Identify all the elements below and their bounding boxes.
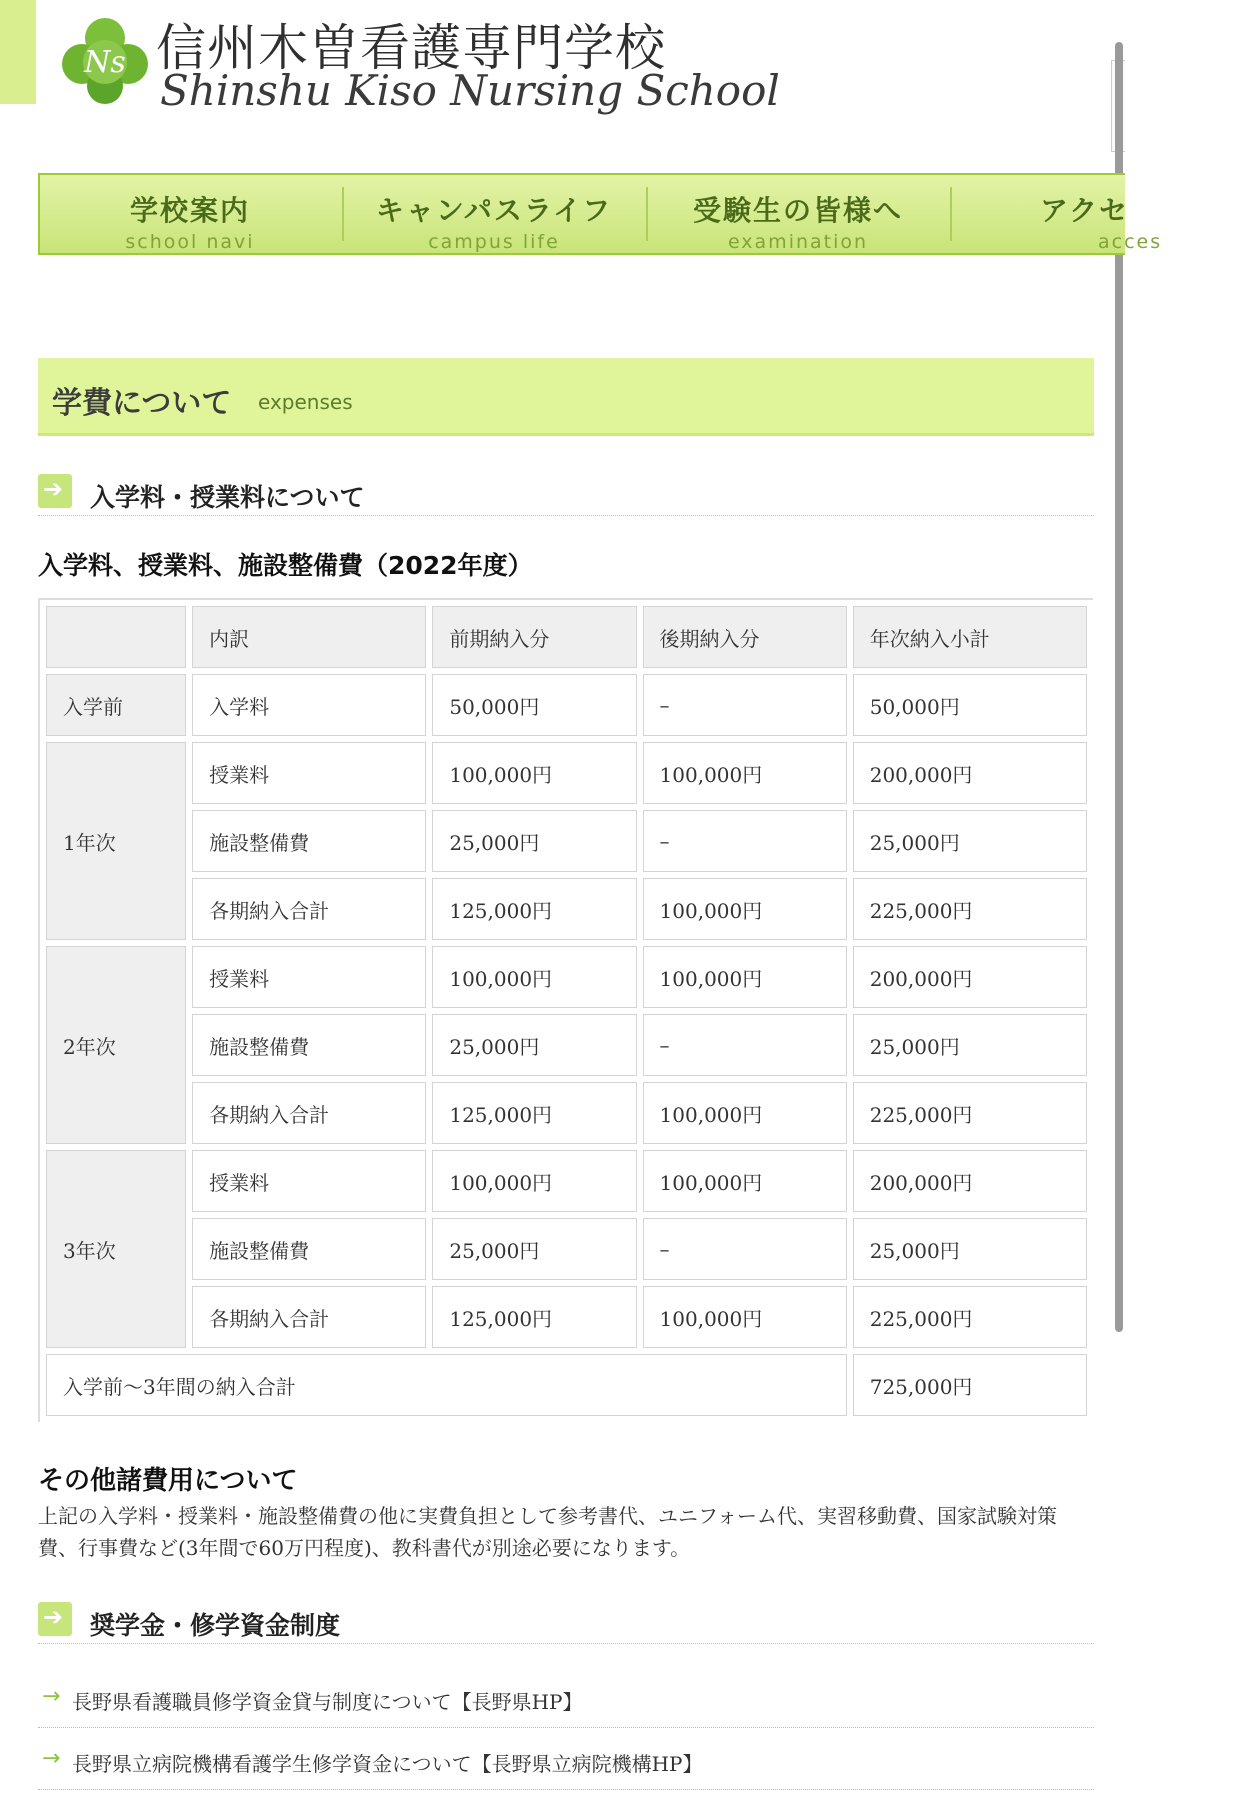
table-header-cell: 前期納入分 <box>432 606 636 668</box>
arrow-right-icon: → <box>42 1684 61 1709</box>
list-item[interactable] <box>38 1668 1094 1728</box>
second-term-cell: 100,000円 <box>643 878 847 940</box>
subtotal-cell: 225,000円 <box>853 1082 1087 1144</box>
arrow-right-icon: → <box>42 1746 61 1771</box>
nav-label-jp: アクセ <box>1040 194 1130 227</box>
first-term-cell: 25,000円 <box>432 1218 636 1280</box>
first-term-cell: 50,000円 <box>432 674 636 736</box>
item-cell: 授業料 <box>192 742 426 804</box>
table-total-row <box>46 1354 1087 1416</box>
first-term-cell: 100,000円 <box>432 1150 636 1212</box>
second-term-cell: 100,000円 <box>643 1082 847 1144</box>
clover-logo-icon[interactable] <box>58 14 152 108</box>
second-term-cell: – <box>643 1014 847 1076</box>
arrow-right-icon <box>38 474 72 508</box>
second-term-cell: 100,000円 <box>643 1286 847 1348</box>
first-term-cell: 125,000円 <box>432 1082 636 1144</box>
subtotal-cell: 225,000円 <box>853 878 1087 940</box>
item-cell: 授業料 <box>192 946 426 1008</box>
table-header-row <box>46 606 1087 668</box>
second-term-cell: – <box>643 810 847 872</box>
year-cell: 2年次 <box>46 946 186 1144</box>
nav-label-jp: キャンパスライフ <box>375 194 613 227</box>
table-row <box>46 1218 1087 1280</box>
nav-label-jp: 学校案内 <box>129 194 250 227</box>
site-header <box>58 8 780 118</box>
section-heading-label: 入学料・授業料について <box>90 483 365 512</box>
school-name-jp[interactable]: 信州木曽看護専門学校 <box>156 19 666 77</box>
school-name-en[interactable]: Shinshu Kiso Nursing School <box>160 66 780 115</box>
table-row <box>46 878 1087 940</box>
nav-label-en: acces <box>1098 231 1163 253</box>
second-term-cell: – <box>643 674 847 736</box>
year-cell: 入学前 <box>46 674 186 736</box>
nav-label-en: campus life <box>428 231 560 253</box>
fee-table <box>38 598 1093 1422</box>
nav-item-campus-life[interactable] <box>344 175 644 253</box>
first-term-cell: 25,000円 <box>432 1014 636 1076</box>
table-header-cell: 年次納入小計 <box>853 606 1087 668</box>
table-row <box>46 674 1087 736</box>
arrow-right-icon <box>38 1602 72 1636</box>
first-term-cell: 100,000円 <box>432 742 636 804</box>
subtotal-cell: 50,000円 <box>853 674 1087 736</box>
year-cell: 1年次 <box>46 742 186 940</box>
nav-label-en: school navi <box>125 231 255 253</box>
other-fees-text: 上記の入学料・授業料・施設整備費の他に実費負担として参考書代、ユニフォーム代、実習移動費、国家試験対策費、行事費など(3年間で60万円程度)、教科書代が別途必要になります。 <box>38 1504 1057 1560</box>
nav-label-jp: 受験生の皆様へ <box>692 194 903 227</box>
subtotal-cell: 200,000円 <box>853 742 1087 804</box>
table-row <box>46 742 1087 804</box>
table-row <box>46 810 1087 872</box>
item-cell: 施設整備費 <box>192 1014 426 1076</box>
subtotal-cell: 25,000円 <box>853 1218 1087 1280</box>
total-value-cell: 725,000円 <box>853 1354 1087 1416</box>
svg-text:Ns: Ns <box>84 45 126 80</box>
nav-item-access[interactable] <box>1040 175 1240 253</box>
second-term-cell: – <box>643 1218 847 1280</box>
first-term-cell: 125,000円 <box>432 1286 636 1348</box>
section-heading-scholarship <box>38 1592 1094 1644</box>
second-term-cell: 100,000円 <box>643 742 847 804</box>
subtotal-cell: 25,000円 <box>853 1014 1087 1076</box>
table-title: 入学料、授業料、施設整備費（2022年度） <box>38 551 533 580</box>
other-fees-title: その他諸費用について <box>38 1466 298 1496</box>
subtotal-cell: 200,000円 <box>853 946 1087 1008</box>
first-term-cell: 25,000円 <box>432 810 636 872</box>
first-term-cell: 100,000円 <box>432 946 636 1008</box>
table-header-cell <box>46 606 186 668</box>
second-term-cell: 100,000円 <box>643 1150 847 1212</box>
item-cell: 入学料 <box>192 674 426 736</box>
first-term-cell: 125,000円 <box>432 878 636 940</box>
page-title-bar <box>38 358 1094 436</box>
item-cell: 施設整備費 <box>192 810 426 872</box>
table-row <box>46 1150 1087 1212</box>
table-row <box>46 1286 1087 1348</box>
subtotal-cell: 200,000円 <box>853 1150 1087 1212</box>
page-title-en: expenses <box>258 390 353 414</box>
item-cell: 各期納入合計 <box>192 878 426 940</box>
item-cell: 施設整備費 <box>192 1218 426 1280</box>
list-item[interactable] <box>38 1730 1094 1790</box>
item-cell: 各期納入合計 <box>192 1286 426 1348</box>
page-title: 学費について <box>52 386 232 421</box>
table-row <box>46 1082 1087 1144</box>
table-header-cell: 内訳 <box>192 606 426 668</box>
scholarship-link[interactable]: 長野県立病院機構看護学生修学資金について【長野県立病院機構HP】 <box>72 1752 703 1776</box>
table-row <box>46 1014 1087 1076</box>
table-header-cell: 後期納入分 <box>643 606 847 668</box>
total-label-cell: 入学前～3年間の納入合計 <box>46 1354 847 1416</box>
year-cell: 3年次 <box>46 1150 186 1348</box>
section-heading-label: 奨学金・修学資金制度 <box>90 1611 341 1640</box>
table-row <box>46 946 1087 1008</box>
scholarship-link[interactable]: 長野県看護職員修学資金貸与制度について【長野県HP】 <box>72 1690 583 1714</box>
item-cell: 授業料 <box>192 1150 426 1212</box>
nav-divider <box>950 187 952 241</box>
nav-item-school-navi[interactable] <box>40 175 340 253</box>
global-nav <box>38 173 1163 255</box>
section-heading-fees <box>38 464 1094 516</box>
nav-item-examination[interactable] <box>648 175 948 253</box>
subtotal-cell: 25,000円 <box>853 810 1087 872</box>
header-accent-stripe <box>0 0 36 104</box>
item-cell: 各期納入合計 <box>192 1082 426 1144</box>
second-term-cell: 100,000円 <box>643 946 847 1008</box>
nav-label-en: examination <box>727 231 869 253</box>
subtotal-cell: 225,000円 <box>853 1286 1087 1348</box>
